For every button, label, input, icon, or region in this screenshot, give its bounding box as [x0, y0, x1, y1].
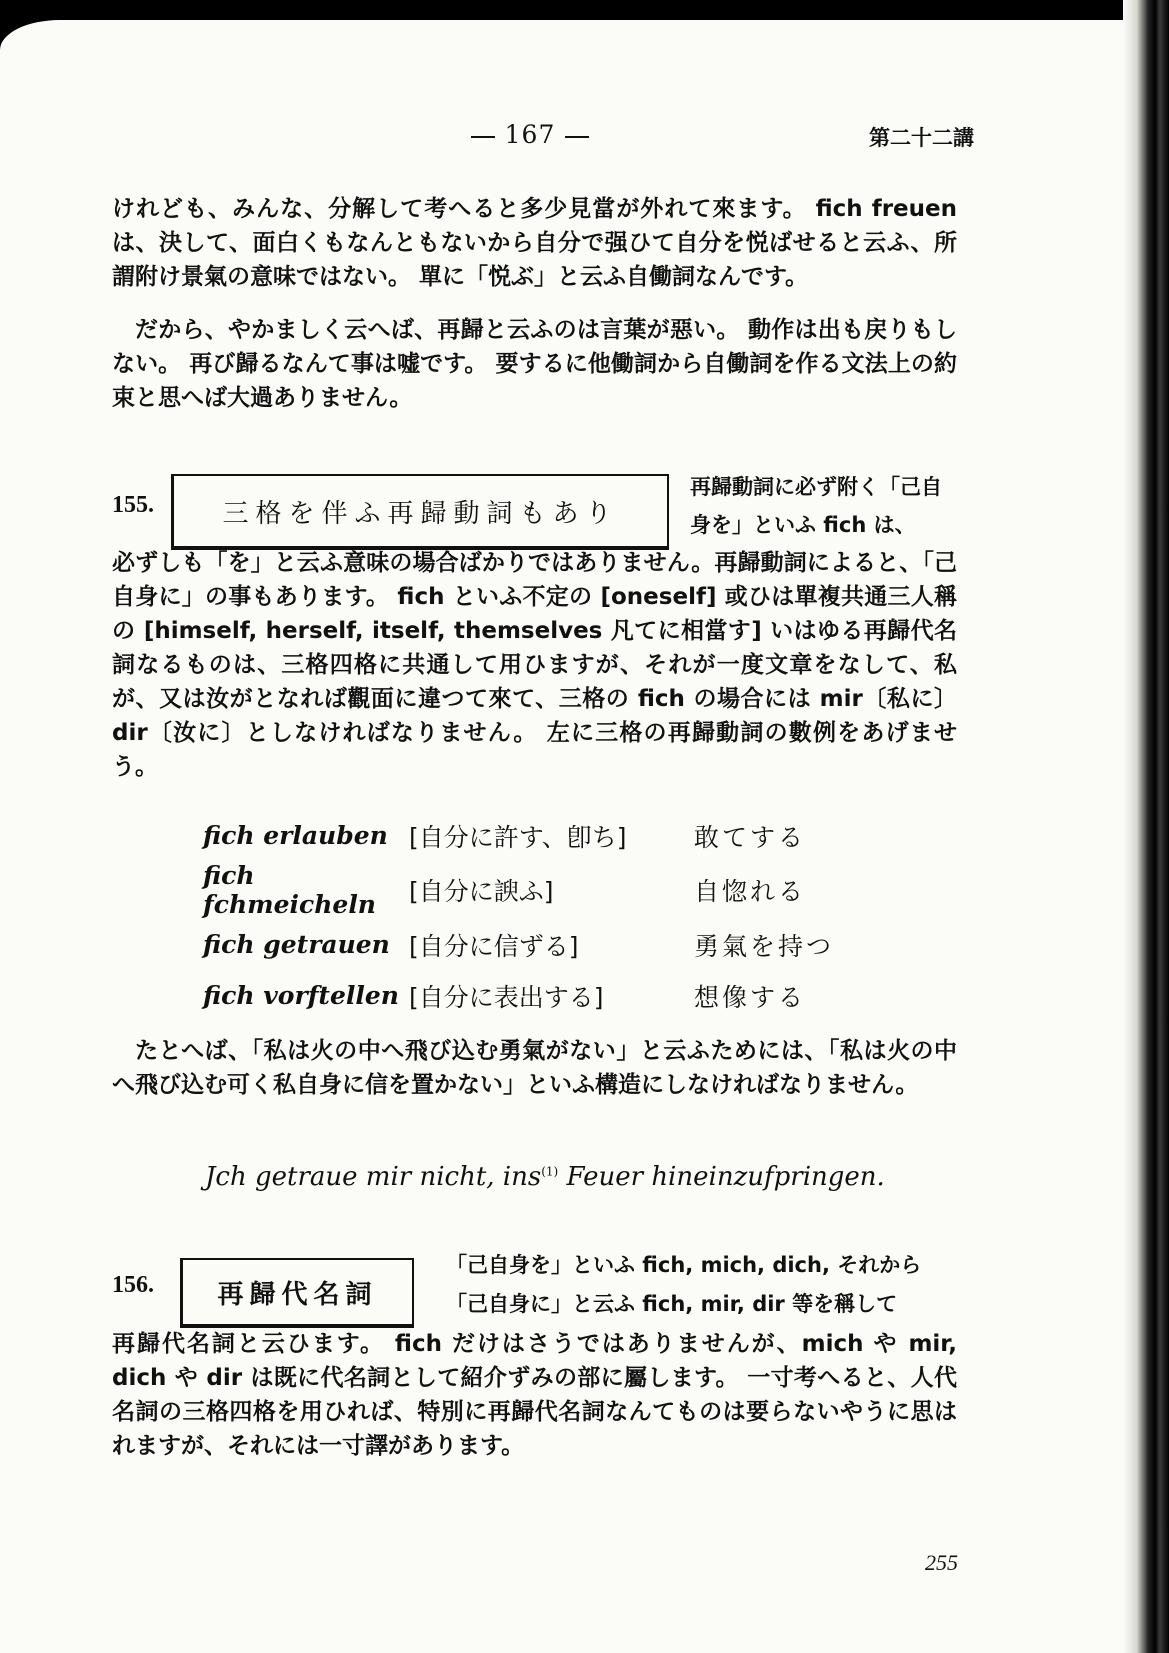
vocab-meaning: 自惚れる	[694, 877, 807, 906]
vocab-literal: [自分に諛ふ]	[409, 877, 554, 906]
example-sentence-a: Jch getraue mir nicht, ins	[205, 1162, 542, 1192]
vocab-meaning: 敢てする	[694, 822, 807, 852]
vocab-table	[203, 810, 883, 1021]
section-155-side-text: 再歸動詞に必ず附く「己自身を」といふ fich は、	[690, 475, 942, 537]
section-156-body: 再歸代名詞と云ひます。 fich だけはさうではありませんが、mich や mir, dich や dir は既に代名詞として紹介ずみの部に屬します。 一寸考へると、人代名詞の三格四格を用ひれば、特別に再歸代名詞なんてものは要らないやうに思はれますが、それには一寸譯があります。	[112, 1331, 957, 1459]
section-156-title-box	[180, 1258, 414, 1328]
dash-right	[565, 136, 589, 138]
vocab-german: fich vorftellen	[203, 981, 399, 1010]
page-number-text: 167	[504, 120, 556, 149]
lesson-header: 第二十二講	[869, 126, 974, 150]
book-spine	[1123, 0, 1169, 1653]
vocab-literal: [自分に信ずる]	[409, 931, 579, 961]
section-156-number: 156.	[112, 1272, 154, 1298]
section-155-title-box	[171, 474, 669, 550]
vocab-german: fich fchmeicheln	[203, 861, 376, 919]
section-156-side-text: 「己自身を」といふ fich, mich, dich, それから「己自身に」と云ふ fich, mir, dir 等を稱して	[446, 1253, 922, 1316]
vocab-meaning: 勇氣を持つ	[694, 931, 835, 961]
dash-left	[471, 136, 495, 138]
vocab-german: fich getrauen	[203, 930, 390, 959]
footer-page-number: 255	[925, 1550, 958, 1575]
example-sentence	[205, 1162, 885, 1192]
section-156-title: 再歸代名詞	[217, 1279, 378, 1310]
vocab-meaning: 想像する	[694, 982, 807, 1012]
section-155-number: 155.	[112, 492, 154, 518]
section-155-body: 必ずしも「を」と云ふ意味の場合ばかりではありません。再歸動詞によると、「己自身に」の事もあります。 fich といふ不定の [oneself] 或ひは單複共通三人稱の [himself, herself, itself, themselves 凡てに相當す] いはゆる再歸代名詞なるものは、三格四格に共通して用ひますが、それが一度文章をなして、私が、又は汝がとなれば觀面に違つて來て、三格の fich の場合には mir〔私に〕 dir〔汝に〕としなければなりません。 左に三格の再歸動詞の數例をあげませう。	[112, 550, 957, 780]
vocab-row	[203, 810, 883, 861]
vocab-row	[203, 919, 883, 970]
vocab-german: fich erlauben	[203, 821, 388, 850]
running-page-number	[445, 120, 615, 149]
vocab-literal: [自分に表出する]	[409, 982, 604, 1012]
example-sentence-b: Feuer hineinzufpringen.	[558, 1162, 885, 1192]
footnote-mark: (1)	[541, 1164, 559, 1179]
example-intro: たとへば、「私は火の中へ飛び込む勇氣がない」と云ふためには、「私は火の中へ飛び込む可く私自身に信を置かない」といふ構造にしなければなりません。	[112, 1038, 957, 1098]
vocab-row	[203, 970, 883, 1021]
intro-paragraph-1: けれども、みんな、分解して考へると多少見當が外れて來ます。 fich freuen は、決して、面白くもなんともないから自分で强ひて自分を悦ばせると云ふ、所謂附け景氣の意味ではない。 單に「悦ぶ」と云ふ自働詞なんです。	[112, 196, 958, 290]
vocab-literal: [自分に許す、卽ち]	[409, 822, 627, 852]
section-155-title: 三格を伴ふ再歸動詞もあり	[222, 498, 619, 529]
vocab-row	[203, 861, 883, 919]
intro-paragraph-2: だから、やかましく云へば、再歸と云ふのは言葉が惡い。 動作は出も戻りもしない。 再び歸るなんて事は嘘です。 要するに他働詞から自働詞を作る文法上の約束と思へば大過ありません。	[112, 317, 957, 411]
